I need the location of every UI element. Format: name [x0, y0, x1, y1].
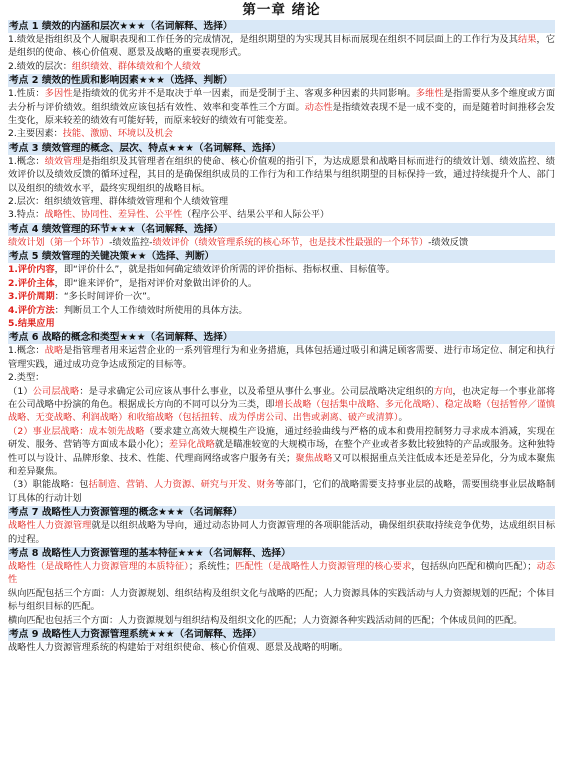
text: -绩效监控- [109, 236, 153, 248]
text: 3.特点： [8, 209, 45, 221]
text: 4. [8, 304, 18, 316]
text: -绩效反馈 [428, 236, 469, 248]
section-7-paragraph [8, 519, 555, 546]
section-4-paragraph [8, 236, 555, 249]
section-6-paragraph-2: 2.类型： [8, 372, 45, 384]
text: 2. [8, 277, 18, 289]
text: ；系统性； [188, 561, 236, 572]
section-6-type-3 [8, 478, 555, 505]
section-5-item-5 [8, 317, 555, 330]
text: 3. [8, 291, 18, 303]
section-heading-7: 考点 7 战略性人力资源管理的概念★★★（名词解释） [8, 506, 555, 519]
text: ，包括纵向匹配和横向匹配）； [411, 561, 537, 572]
text: 2.绩效的层次： [8, 60, 72, 72]
section-heading-4: 考点 4 绩效管理的环节★★★（名词解释、选择） [8, 223, 555, 236]
text: （要求建立高效大规模生产设施，通过经验曲线与严格的成本和费用控制努力寻求成本消减，实现在研发、服务、营销等方面成本最小化）； [8, 425, 556, 451]
section-5-item-4 [8, 304, 555, 317]
highlight-text: 战略性、协同性、差异性、公平性 [44, 209, 183, 221]
text: 等部门，它们的战略需要支持事业层的战略，需要围绕事业层战略制订具体的行动计划 [8, 479, 556, 504]
section-3-paragraph-2: 2.层次：组织绩效管理、群体绩效管理和个人绩效管理 [8, 196, 229, 208]
section-6-paragraph-1 [8, 344, 555, 371]
section-6-type-2 [8, 425, 555, 479]
section-5-item-2 [8, 277, 555, 290]
highlight-text: 技能、激励、环境以及机会 [62, 128, 173, 140]
highlight-text: 方向 [433, 385, 453, 397]
text: 又可以根据重点关注低成本还是差异化，分为成本聚焦和差异聚焦。 [8, 452, 556, 477]
section-8-paragraph-1 [8, 560, 555, 587]
text: ： [79, 425, 89, 437]
section-2-paragraph-1 [8, 87, 555, 127]
section-6-type-1 [8, 385, 555, 425]
text: 是指组织及其管理者在组织的使命、核心价值观的指引下，为达成愿景和战略目标而进行的绩效计划、绩效监控、绩效评价以及绩效反馈的循环过程，其目的是确保组织成员的工作行为和工作结果与组织期望的目标保持一致，通过持续提升个人、部门以及组织的绩效水平，最终实现组织的战略目标。 [8, 155, 555, 194]
highlight-text: 评价方法 [17, 304, 55, 316]
text: 。 [398, 412, 408, 424]
text: （程序公平、结果公平和人际公平） [182, 209, 330, 221]
text: 就是以组织战略为导向，通过动态协同人力资源管理的各项职能活动，确保组织获取持续竞争优势，达成组织目标的过程。 [8, 520, 556, 545]
highlight-text: 评价主体 [17, 277, 55, 289]
highlight-text: 结果应用 [17, 317, 55, 329]
text: 行为及其 [480, 34, 518, 45]
highlight-text: 战略性（是战略性人力资源管理的本质特征） [8, 561, 189, 572]
text: 是指绩效表现不是一成不变的，而是随着时间推移会发生变化，原来较差的绩效有可能好转，而原来较好的绩效有可能变差。 [8, 101, 556, 127]
text: （2） [8, 425, 33, 437]
text: 是指需要从多个维度或方面去分析与评价绩效。组织绩效应该包括有效性、效率和变革性三个方面。 [8, 88, 556, 113]
highlight-text: 多维性 [415, 88, 444, 100]
section-3-paragraph-1 [8, 155, 555, 195]
section-8-paragraph-2: 纵向匹配包括三个方面：人力资源规划、组织结构及组织文化与战略的匹配；人力资源具体的实践活动与人力资源规划的匹配；个体目标与组织目标的匹配。 [8, 587, 555, 613]
section-5-item-1 [8, 263, 555, 276]
highlight-text: 成本领先战略 [88, 425, 145, 437]
text: 是指绩效的优劣并不是取决于单一因素，而是受制于主、客观多种因素的共同影响。 [72, 88, 416, 100]
text: ：判断员工个人工作绩效时所使用的具体方法。 [54, 304, 248, 316]
highlight-text: 评价内容 [17, 264, 55, 276]
highlight-text: 评价周期 [17, 291, 55, 303]
section-heading-2: 考点 2 绩效的性质和影响因素★★★（选择、判断） [8, 74, 555, 87]
text: 是指管理者用来运营企业的一系列管理行为和业务措施，具体包括通过吸引和满足顾客需要、进行市场定位、制定和执行管理实践，通过成功竞争达成预定的目标等。 [8, 345, 555, 370]
text: ，即“评价什么”，就是指如何确定绩效评价所需的评价指标、指标权重、目标值等。 [54, 264, 395, 276]
section-3-paragraph-3 [8, 208, 555, 221]
highlight-text: 绩效计划（第一个环节） [8, 236, 110, 248]
section-heading-8: 考点 8 战略性人力资源管理的基本特征★★★（名词解释、选择） [8, 547, 555, 560]
text: ，它是组织的使命、核心价值观、愿景及战略的重要表现形式。 [8, 34, 556, 59]
section-heading-5: 考点 5 绩效管理的关键决策★★（选择、判断） [8, 250, 555, 263]
highlight-text: 动态性 [8, 561, 556, 586]
chapter-title: 第一章 绪论 [242, 2, 321, 18]
text: 2.主要因素： [8, 128, 63, 140]
section-1-paragraph-2 [8, 60, 555, 73]
text: 1.概念： [8, 345, 45, 357]
text: ：是寻求确定公司应该从事什么事业，以及希望从事什么事业。公司层战略决定组织的 [79, 385, 434, 397]
highlight-text: 动态性 [304, 101, 333, 113]
text: ：“多长时间评价一次”。 [54, 291, 157, 303]
highlight-text: 括制造、营销、人力资源、研究与开发、财务 [88, 479, 276, 491]
text: ，也决定每一个事业部将在公司战略中扮演的角色。根据成长方向的不同可以分为三类，即 [8, 385, 556, 410]
section-heading-3: 考点 3 绩效管理的概念、层次、特点★★★（名词解释、选择） [8, 142, 555, 155]
highlight-text: 绩效评价（绩效管理系统的核心环节，也是技术性最强的一个环节） [152, 236, 429, 248]
text: 1.概念： [8, 155, 45, 167]
section-9-paragraph: 战略性人力资源管理系统的构建始于对组织使命、核心价值观、愿景及战略的明晰。 [8, 642, 348, 654]
section-2-paragraph-2 [8, 127, 555, 140]
highlight-text: 聚焦战略 [295, 452, 333, 464]
highlight-text: 公司层战略 [32, 385, 80, 397]
text: 5. [8, 317, 18, 329]
text: ，即“谁来评价”，是指对评价对象做出评价的人。 [54, 277, 258, 289]
highlight-text: 多因性 [44, 88, 73, 100]
text: 1.性质： [8, 88, 45, 100]
highlight-text: 绩效管理 [44, 155, 82, 167]
highlight-text: 结果 [517, 34, 537, 45]
section-heading-6: 考点 6 战略的概念和类型★★★（名词解释、选择） [8, 331, 555, 344]
section-8-paragraph-3: 横向匹配也包括三个方面：人力资源规划与组织结构及组织文化的匹配；人力资源各种实践活动间的匹配；个体成员间的匹配。 [8, 614, 523, 626]
highlight-text: 组织绩效、群体绩效和个人绩效 [71, 60, 201, 72]
highlight-text: 匹配性（是战略性人力资源管理的核心要求 [235, 561, 412, 572]
highlight-text: 增长战略（包括集中战略、多元化战略）、稳定战略（包括暂停／谨慎战略、无变战略、利润战略）和收缩战略（包括扭转、成为俘虏公司、出售或剥离、破产或清算） [8, 398, 555, 424]
section-5-item-3 [8, 290, 555, 303]
section-heading-9: 考点 9 战略性人力资源管理系统★★★（名词解释、选择） [8, 628, 555, 641]
highlight-text: 战略性人力资源管理 [8, 520, 92, 532]
text: 1. [8, 264, 18, 276]
text: （1） [8, 385, 33, 397]
text: （3）职能战略：包 [8, 479, 89, 491]
highlight-text: 差异化战略 [168, 439, 215, 451]
section-1-paragraph-1 [8, 33, 555, 60]
highlight-text: 事业层战略 [32, 425, 80, 437]
text: 1.绩效是指组织及个人履职表现和工作任务的完成情况，是组织期望的为实现其目标而展现在组织不同层面上的工作 [8, 34, 481, 45]
highlight-text: 战略 [44, 345, 64, 357]
text: 就是瞄准较宽的大规模市场，在整个产业或者多数比较独特的产品或服务。这种独特性可以与设计、品牌形象、技术、性能、代理商网络或客户服务有关； [8, 439, 556, 464]
section-heading-1: 考点 1 绩效的内涵和层次★★★（名词解释、选择） [8, 20, 555, 33]
